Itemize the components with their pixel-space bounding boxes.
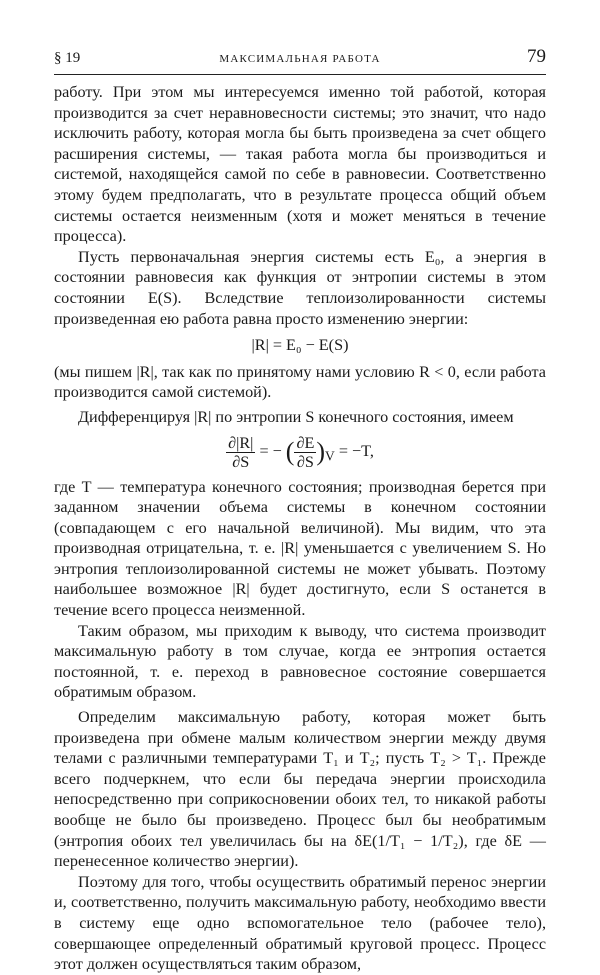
header-rule [54,74,546,75]
equals-minus-T: = −T, [338,441,374,460]
close-paren: ) [316,436,326,466]
paragraph-8: Поэтому для того, чтобы осуществить обратимый перенос энергии и, соответственно, получить максимальную работу, необходимо ввести в систему еще одно вспомогательное тело (рабочее тело), совершающее определенный обратимый круговой процесс. Процесс этот должен осуществляться таким образом, [54,872,546,974]
subscript-v: V [325,447,335,463]
open-paren: ( [285,436,295,466]
paragraph-6: Таким образом, мы приходим к выводу, что система производит максимальную работу в том случае, когда ее энтропия остается постоянной, т. е. переход в равновесное состояние совершается обратимым образом. [54,621,546,702]
equation-derivative [54,434,546,471]
section-number: § 19 [54,50,81,66]
paragraph-4: Дифференцируя |R| по энтропии S конечного состояния, имеем [78,407,514,426]
fraction-dE-dS: $\frac{\partial E}{\partial S}$ [296,433,315,471]
paragraph-7: Определим максимальную работу, которая может быть произведена при обмене малым количеством энергии между двумя телами с различными температурами T₁ и T₂; пусть T₂ > T₁. Прежде всего подчеркнем, что если бы передача энергии происходила непосредственно при соприкосновении обоих тел, то никакой работы вообще не было бы произведено. Процесс был бы необратимым (энтропия обоих тел увеличилась бы на δE(1/T₁ − 1/T₂), где δE — перенесенное количество энергии). [54,708,546,871]
paragraph-3: (мы пишем |R|, так как по принятому нами условию R < 0, если работа производится самой системой). [54,362,546,402]
running-header [54,44,546,72]
paragraph-2: Пусть первоначальная энергия системы есть E₀, а энергия в состоянии равновесия как функция от энтропии системы в этом состоянии E(S). Вследствие теплоизолированности системы произведенная ею работа равна просто изменению энергии: [54,247,546,328]
running-title: МАКСИМАЛЬНАЯ РАБОТА [219,53,381,65]
equals-minus: = − [259,441,282,460]
page-number: 79 [527,46,546,67]
page-body [54,82,546,975]
paragraph-1: работу. При этом мы интересуемся именно той работой, которая производится за счет неравновесности системы; это значит, что надо исключить работу, которая могла бы быть произведена за счет общего расширения системы, — такая работа могла бы производиться и системой, находящейся самой по себе в равновесии. Соответственно этому будем предполагать, что в результате процесса общий объем системы остается неизменным (хотя и может меняться в течение процесса). [54,83,546,246]
fraction-dR-dS: $\frac{\partial|R|}{\partial S}$ [228,433,254,471]
paragraph-5: где T — температура конечного состояния; производная берется при заданном значении объема системы в конечном состоянии (совпадающем с его начальной величиной). Мы видим, что эта производная отрицательна, т. е. |R| уменьшается с увеличением S. Но энтропия теплоизолированной системы не может убывать. Поэтому наибольшее возможное |R| будет достигнуто, если S останется в течение всего процесса неизменной. [54,477,546,620]
equation-work-energy: |R| = E₀ − E(S) [251,336,349,355]
